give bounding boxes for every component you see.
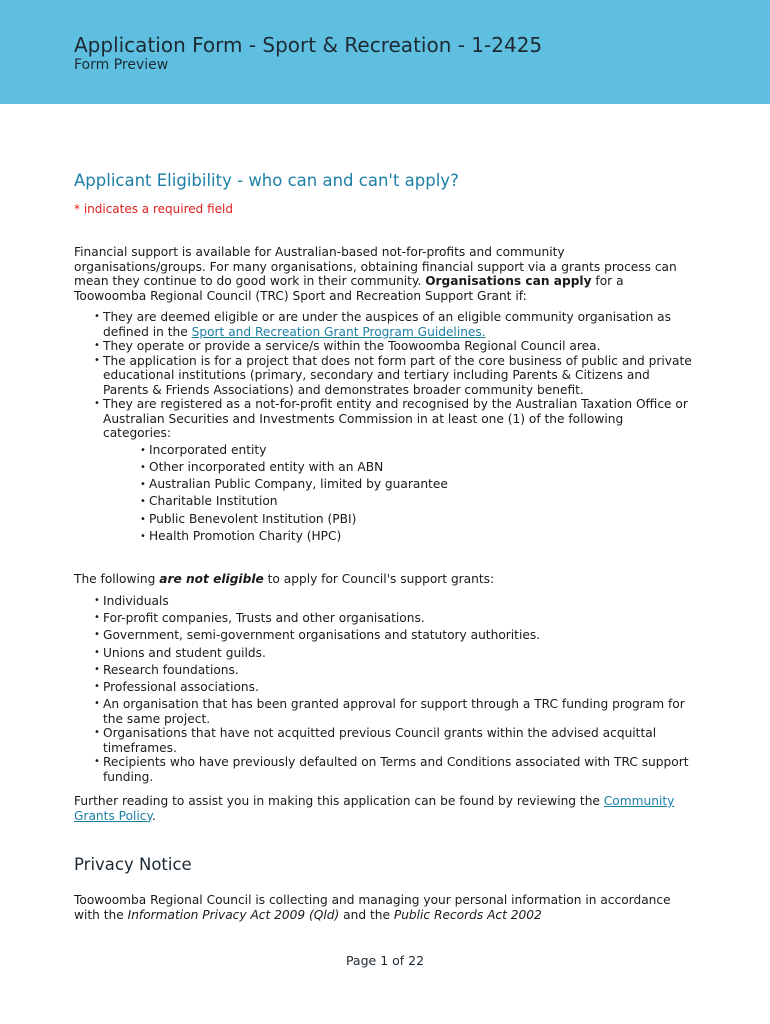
not-eligible-item: • An organisation that has been granted approval for support through a TRC funding program for the same project. xyxy=(94,697,694,726)
not-eligible-list xyxy=(94,594,694,784)
not-eligible-item: • Research foundations. xyxy=(94,663,694,678)
eligibility-section xyxy=(74,245,694,303)
not-eligible-intro-text-end: to apply for Council's support grants: xyxy=(263,572,495,586)
can-apply-item xyxy=(94,310,694,339)
category-item: • Incorporated entity xyxy=(140,442,694,459)
can-apply-item: • They operate or provide a service/s within the Toowoomba Regional Council area. xyxy=(94,339,694,354)
further-reading-paragraph xyxy=(74,794,694,823)
not-eligible-item: • Professional associations. xyxy=(94,680,694,695)
required-field-note: * indicates a required field xyxy=(74,202,233,216)
category-item: • Charitable Institution xyxy=(140,493,694,510)
category-item: • Health Promotion Charity (HPC) xyxy=(140,528,694,545)
guidelines-link[interactable]: Sport and Recreation Grant Program Guidelines. xyxy=(191,324,486,339)
not-eligible-item: • Individuals xyxy=(94,594,694,609)
not-eligible-section xyxy=(74,572,694,587)
community-grants-policy-link[interactable]: Community Grants Policy xyxy=(74,794,675,823)
form-subtitle: Form Preview xyxy=(74,57,169,73)
not-eligible-emphasis: are not eligible xyxy=(159,572,264,586)
not-eligible-list-wrap xyxy=(74,594,694,784)
eligibility-heading: Applicant Eligibility - who can and can't apply? xyxy=(74,171,459,190)
category-item: • Public Benevolent Institution (PBI) xyxy=(140,511,694,528)
can-apply-list xyxy=(94,310,694,441)
further-reading-text: Further reading to assist you in making this application can be found by reviewing the xyxy=(74,794,604,808)
not-eligible-intro-text: The following xyxy=(74,572,160,586)
not-eligible-intro xyxy=(74,572,694,587)
category-list xyxy=(140,442,694,546)
can-apply-item-text: They are deemed eligible or are under the auspices of an eligible community organisation as defined in the xyxy=(103,310,671,339)
not-eligible-item: • Unions and student guilds. xyxy=(94,646,694,661)
not-eligible-item: • Government, semi-government organisations and statutory authorities. xyxy=(94,628,694,643)
can-apply-item: • The application is for a project that does not form part of the core business of public and private educational institutions (primary, secondary and tertiary including Parents & Citizens and Parents & Friends Associations) and demonstrates broader community benefit. xyxy=(94,354,694,398)
form-title: Application Form - Sport & Recreation - 1-2425 xyxy=(74,33,543,57)
can-apply-item: • They are registered as a not-for-profit entity and recognised by the Australian Taxation Office or Australian Securities and Investments Commission in at least one (1) of the following categories: xyxy=(94,397,694,441)
not-eligible-item: • Organisations that have not acquitted previous Council grants within the advised acquittal timeframes. xyxy=(94,726,694,755)
privacy-paragraph xyxy=(74,893,694,922)
privacy-text: Toowoomba Regional Council is collecting and managing your personal information in accordance with the xyxy=(74,893,671,922)
privacy-act-name: Information Privacy Act 2009 (Qld) xyxy=(127,907,340,922)
intro-text-end: for a Toowoomba Regional Council (TRC) Sport and Recreation Support Grant if: xyxy=(74,274,624,303)
privacy-text-join: and the xyxy=(339,907,394,922)
page-number: Page 1 of 22 xyxy=(345,953,425,968)
intro-text: Financial support is available for Australian-based not-for-profits and community organisations/groups. For many organisations, obtaining financial support via a grants process can mean they continue to do good work in their community. xyxy=(74,245,677,288)
can-apply-list-wrap xyxy=(74,310,694,545)
category-item: • Other incorporated entity with an ABN xyxy=(140,459,694,476)
further-reading-end: . xyxy=(151,808,156,823)
intro-paragraph xyxy=(74,245,694,303)
privacy-heading: Privacy Notice xyxy=(74,855,192,874)
further-reading xyxy=(74,794,694,823)
not-eligible-item: • For-profit companies, Trusts and other organisations. xyxy=(94,611,694,626)
intro-bold-text: Organisations can apply xyxy=(425,274,592,288)
not-eligible-item: • Recipients who have previously defaulted on Terms and Conditions associated with TRC support funding. xyxy=(94,755,694,784)
public-records-act-name: Public Records Act 2002 xyxy=(393,907,542,922)
form-header xyxy=(0,0,770,104)
privacy-section xyxy=(74,893,694,922)
category-item: • Australian Public Company, limited by guarantee xyxy=(140,476,694,493)
